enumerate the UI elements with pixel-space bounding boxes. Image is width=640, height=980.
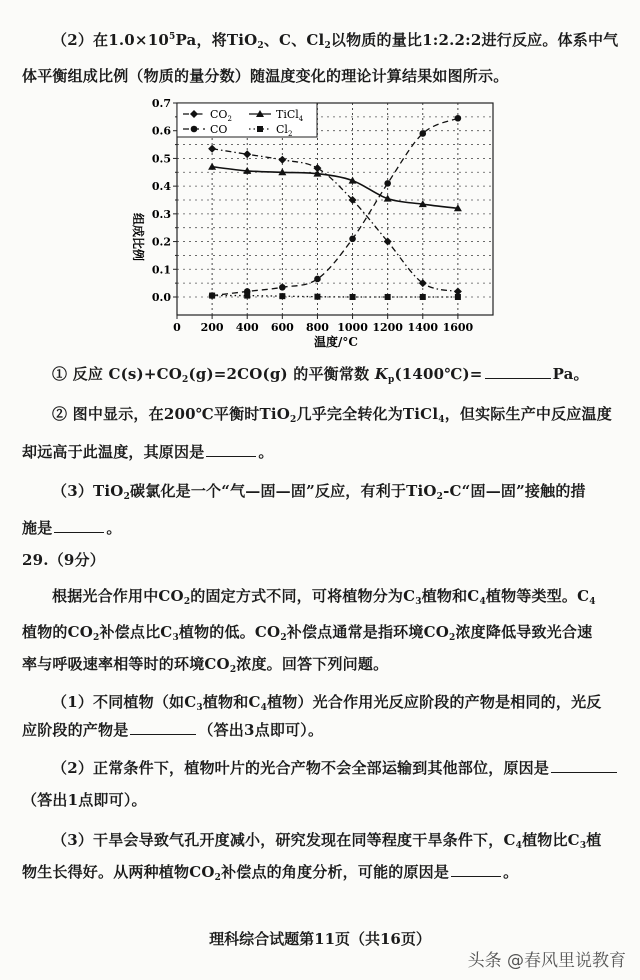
subscript: 2	[183, 597, 191, 607]
text: （1）不同植物（如C	[52, 693, 197, 711]
legend-label: CO	[210, 123, 228, 136]
data-point-ticl4	[208, 163, 216, 170]
text: 物生长得好。从两种植物CO	[22, 863, 215, 881]
answer-blank[interactable]	[551, 758, 617, 773]
data-point-cl2	[244, 293, 250, 299]
data-point-co	[419, 130, 426, 137]
y-tick-label: 0.4	[151, 180, 171, 194]
text: 。	[106, 519, 122, 537]
text: 。	[503, 863, 519, 881]
text: 补偿点通常是指环境CO	[286, 623, 449, 641]
text: （3）TiO	[52, 482, 124, 500]
q29-heading: 29.（9分）	[22, 551, 105, 569]
q29-sub1-line1	[0, 692, 640, 712]
y-tick-label: 0.6	[151, 124, 171, 138]
x-axis-label: 温度/°C	[314, 335, 358, 349]
text: 补偿点比C	[99, 623, 173, 641]
text: 植物和C	[421, 587, 480, 605]
text: 率与呼吸速率相等时的环境CO	[22, 655, 230, 673]
watermark: 头条 @春风里说教育	[467, 951, 626, 971]
y-tick-label: 0.7	[151, 97, 171, 110]
subscript: 2	[324, 41, 331, 51]
q28-item2-line1	[0, 404, 640, 424]
answer-blank[interactable]	[485, 364, 551, 379]
data-point-cl2	[279, 293, 285, 299]
q28-part3-line2	[0, 518, 640, 538]
y-tick-label: 0.3	[151, 207, 171, 221]
subscript: 2	[436, 492, 444, 502]
subscript: 3	[415, 597, 422, 607]
text: ，但实际生产中反应温度	[444, 405, 612, 423]
text: 浓度。回答下列问题。	[236, 655, 389, 673]
subscript: 4	[515, 841, 523, 851]
x-tick-label: 800	[305, 321, 329, 334]
text: （3）干旱会导致气孔开度减小，研究发现在同等程度干旱条件下，C	[52, 831, 516, 849]
text: 植	[586, 831, 602, 849]
subscript: 3	[172, 633, 179, 643]
data-point-cl2	[385, 294, 391, 300]
subscript: 2	[449, 633, 456, 643]
q28-item1	[0, 364, 640, 384]
text: 植物等类型。C	[485, 587, 590, 605]
q29-sub3-line1	[0, 830, 640, 850]
text: 应阶段的产物是	[22, 721, 129, 739]
answer-blank[interactable]	[451, 862, 501, 877]
series-co2	[208, 145, 462, 296]
answer-blank[interactable]	[206, 442, 256, 457]
text: 施是	[22, 519, 53, 537]
subscript: 2	[123, 492, 131, 502]
subscript: 2	[93, 633, 100, 643]
legend-label: TiCl$_4$	[276, 108, 304, 123]
x-tick-label: 1600	[442, 321, 474, 334]
q29-para-line1	[0, 586, 640, 606]
text: Pa，将TiO	[175, 31, 258, 49]
answer-blank[interactable]	[130, 720, 196, 735]
legend-marker	[191, 126, 198, 133]
series-ticl4	[208, 163, 462, 212]
subscript: 2	[182, 375, 189, 385]
text: 、C、Cl	[263, 31, 325, 49]
x-tick-label: 1000	[337, 321, 368, 334]
page-footer: 理科综合试题第11页（共16页）	[209, 930, 431, 948]
legend-label: $CO_2$	[210, 108, 232, 123]
subscript: 3	[196, 703, 203, 713]
x-tick-label: 0	[173, 321, 181, 334]
q28-part3-line1	[0, 481, 640, 501]
text: Pa。	[552, 365, 589, 383]
data-point-co2	[243, 150, 251, 158]
text: (g)=2CO(g) 的平衡常数	[188, 365, 370, 383]
subscript: 4	[260, 703, 268, 713]
text: 植物）光合作用光反应阶段的产物是相同的，光反	[267, 693, 602, 711]
text: (1400℃)=	[394, 365, 483, 383]
answer-blank[interactable]	[54, 518, 104, 533]
q28-part2-intro-line1	[0, 30, 640, 50]
text: 却远高于此温度，其原因是	[22, 443, 205, 461]
text: 植物的低。CO	[178, 623, 281, 641]
subscript: p	[387, 375, 395, 385]
subscript: 4	[479, 597, 486, 607]
q29-sub2-line1	[0, 758, 640, 778]
y-tick-label: 0.0	[151, 290, 171, 304]
text: 植物的CO	[22, 623, 94, 641]
y-tick-label: 0.1	[151, 263, 171, 277]
x-tick-label: 200	[200, 321, 224, 334]
text: 浓度降低导致光合速	[455, 623, 593, 641]
x-tick-label: 600	[270, 321, 294, 334]
q28-item2-line2	[0, 442, 640, 462]
data-point-cl2	[455, 294, 461, 300]
text: （2）正常条件下，植物叶片的光合产物不会全部运输到其他部位，原因是	[52, 759, 550, 777]
subscript: 2	[290, 415, 297, 425]
text: 以物质的量比1:2.2:2进行反应。体系中气	[330, 31, 619, 49]
series-group	[208, 115, 462, 300]
composition-vs-temperature-chart	[120, 92, 500, 354]
data-point-co2	[208, 145, 216, 153]
data-point-cl2	[209, 293, 215, 299]
text: 植物比C	[522, 831, 580, 849]
exponent: 5	[168, 32, 176, 42]
legend	[177, 103, 317, 138]
text: 补偿点的角度分析，可能的原因是	[221, 863, 450, 881]
data-point-co	[314, 276, 321, 283]
text: 植物和C	[202, 693, 261, 711]
text: 根据光合作用中CO	[52, 587, 184, 605]
kp-symbol: K	[374, 365, 388, 383]
y-tick-label: 0.2	[151, 235, 171, 249]
q29-sub1-line2	[0, 720, 640, 740]
text: 的固定方式不同，可将植物分为C	[190, 587, 416, 605]
text: 碳氯化是一个“气—固—固”反应，有利于TiO	[130, 482, 437, 500]
text: ① 反应 C(s)+CO	[52, 365, 182, 383]
text: ② 图中显示，在200℃平衡时TiO	[52, 405, 291, 423]
subscript: 2	[229, 665, 237, 675]
x-tick-label: 1200	[372, 321, 403, 334]
subscript: 3	[579, 841, 587, 851]
x-tick-label: 400	[235, 321, 259, 334]
data-point-co2	[278, 156, 286, 164]
data-point-co	[384, 180, 391, 187]
text: （2）在1.0×10	[52, 31, 169, 49]
legend-marker	[257, 126, 263, 132]
x-tick-label: 1400	[407, 321, 439, 334]
text: （答出3点即可）。	[198, 721, 324, 739]
data-point-co	[455, 115, 462, 122]
data-point-cl2	[350, 294, 356, 300]
data-point-co	[279, 284, 286, 291]
q28-part2-intro-line2: 体平衡组成比例（物质的量分数）随温度变化的理论计算结果如图所示。	[22, 67, 509, 85]
y-axis-label: 组成比例	[131, 212, 145, 262]
text: 。	[258, 443, 274, 461]
legend-label: $Cl_2$	[276, 123, 293, 138]
subscript: 2	[214, 873, 222, 883]
data-point-cl2	[314, 294, 320, 300]
q29-para-line2	[0, 622, 640, 642]
subscript: 4	[438, 415, 445, 425]
subscript: 4	[589, 597, 596, 607]
subscript: 2	[257, 41, 264, 51]
subscript: 2	[280, 633, 287, 643]
text: 几乎完全转化为TiCl	[296, 405, 439, 423]
q29-sub2-line2: （答出1点即可）。	[22, 791, 147, 809]
text: -C“固—固”接触的措	[443, 482, 586, 500]
q29-sub3-line2	[0, 862, 640, 882]
q29-para-line3	[0, 654, 640, 674]
y-tick-label: 0.5	[151, 152, 171, 166]
data-point-co	[349, 235, 356, 242]
data-point-cl2	[420, 294, 426, 300]
